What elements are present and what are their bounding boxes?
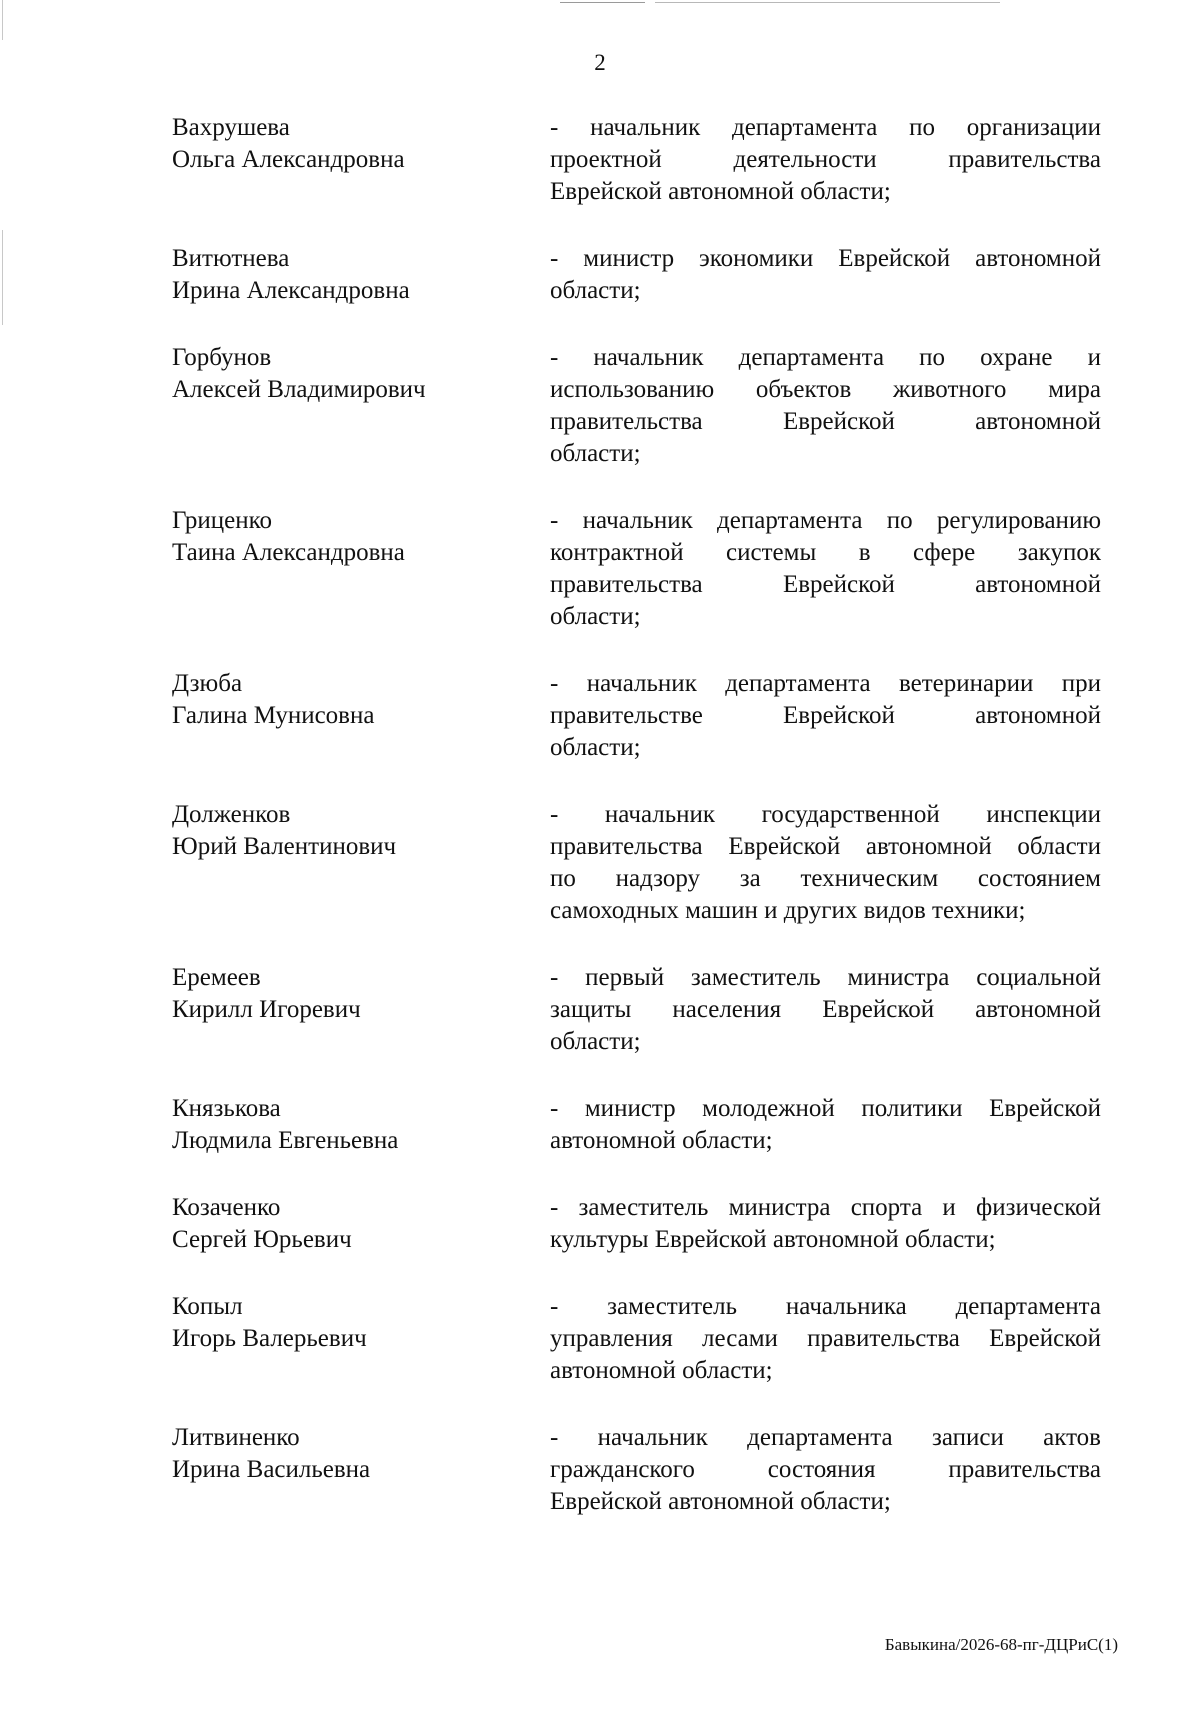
position-line: области; (550, 734, 641, 761)
position-line: области; (550, 277, 641, 304)
member-entry (172, 505, 1102, 633)
member-given-names: Ирина Александровна (172, 277, 410, 304)
scan-artifact-line (560, 2, 645, 3)
member-position (550, 112, 1101, 208)
position-line: автономной области; (550, 1357, 773, 1384)
member-surname: Горбунов (172, 344, 272, 371)
member-position (550, 243, 1101, 307)
member-name (172, 1422, 550, 1486)
member-position (550, 1422, 1101, 1518)
member-given-names: Алексей Владимирович (172, 376, 426, 403)
member-entry (172, 668, 1102, 764)
position-line: - первый заместитель министра социальной (550, 964, 1101, 991)
member-surname: Еремеев (172, 964, 261, 991)
position-line: гражданского состояния правительства (550, 1456, 1101, 1483)
position-line: правительства Еврейской автономной (550, 408, 1101, 435)
member-name (172, 243, 550, 307)
position-line: - начальник департамента по организации (550, 114, 1101, 141)
member-given-names: Сергей Юрьевич (172, 1226, 352, 1253)
position-line: Еврейской автономной области; (550, 1488, 891, 1515)
member-name (172, 1291, 550, 1355)
position-line: - начальник департамента записи актов (550, 1424, 1101, 1451)
member-surname: Копыл (172, 1293, 243, 1320)
position-line: области; (550, 1028, 641, 1055)
position-line: культуры Еврейской автономной области; (550, 1226, 996, 1253)
position-line: - заместитель начальника департамента (550, 1293, 1101, 1320)
member-name (172, 505, 550, 569)
member-given-names: Галина Мунисовна (172, 702, 375, 729)
member-surname: Витютнева (172, 245, 290, 272)
member-entry (172, 962, 1102, 1058)
member-entry (172, 1291, 1102, 1387)
member-name (172, 1192, 550, 1256)
member-entry (172, 799, 1102, 927)
member-given-names: Ирина Васильевна (172, 1456, 371, 1483)
member-entry (172, 1192, 1102, 1256)
member-surname: Долженков (172, 801, 291, 828)
position-line: контрактной системы в сфере закупок (550, 539, 1101, 566)
scan-artifact-line (2, 0, 3, 40)
member-position (550, 505, 1101, 633)
position-line: Еврейской автономной области; (550, 178, 891, 205)
member-position (550, 1093, 1101, 1157)
member-surname: Князькова (172, 1095, 281, 1122)
member-given-names: Ольга Александровна (172, 146, 405, 173)
member-entry (172, 243, 1102, 307)
member-entry (172, 112, 1102, 208)
member-surname: Козаченко (172, 1194, 281, 1221)
position-line: использованию объектов животного мира (550, 376, 1101, 403)
position-line: - начальник департамента по регулированию (550, 507, 1101, 534)
member-given-names: Кирилл Игоревич (172, 996, 361, 1023)
member-name (172, 668, 550, 732)
position-line: правительства Еврейской автономной области (550, 833, 1101, 860)
position-line: правительстве Еврейской автономной (550, 702, 1101, 729)
position-line: проектной деятельности правительства (550, 146, 1101, 173)
members-list (172, 112, 1102, 1553)
member-entry (172, 1093, 1102, 1157)
member-name (172, 342, 550, 406)
member-name (172, 962, 550, 1026)
position-line: области; (550, 440, 641, 467)
member-surname: Дзюба (172, 670, 243, 697)
position-line: - начальник департамента ветеринарии при (550, 670, 1101, 697)
position-line: - начальник департамента по охране и (550, 344, 1101, 371)
position-line: самоходных машин и других видов техники; (550, 897, 1026, 924)
position-line: - министр экономики Еврейской автономной (550, 245, 1101, 272)
position-line: - начальник государственной инспекции (550, 801, 1101, 828)
position-line: области; (550, 603, 641, 630)
member-name (172, 112, 550, 176)
member-position (550, 668, 1101, 764)
member-position (550, 342, 1101, 470)
member-entry (172, 342, 1102, 470)
member-position (550, 962, 1101, 1058)
page-number: 2 (594, 50, 606, 75)
member-position (550, 1291, 1101, 1387)
member-surname: Вахрушева (172, 114, 290, 141)
position-line: по надзору за техническим состоянием (550, 865, 1101, 892)
position-line: - заместитель министра спорта и физической (550, 1194, 1101, 1221)
member-entry (172, 1422, 1102, 1518)
member-given-names: Таина Александровна (172, 539, 405, 566)
member-position (550, 799, 1101, 927)
position-line: управления лесами правительства Еврейской (550, 1325, 1101, 1352)
member-given-names: Юрий Валентинович (172, 833, 397, 860)
position-line: правительства Еврейской автономной (550, 571, 1101, 598)
position-line: автономной области; (550, 1127, 773, 1154)
scan-artifact-line (2, 230, 3, 325)
member-given-names: Игорь Валерьевич (172, 1325, 367, 1352)
member-surname: Литвиненко (172, 1424, 300, 1451)
document-code: Бавыкина/2026-68-пг-ДЦРиС(1) (884, 1635, 1118, 1654)
member-name (172, 799, 550, 863)
member-name (172, 1093, 550, 1157)
position-line: защиты населения Еврейской автономной (550, 996, 1101, 1023)
scan-artifact-line (655, 2, 1000, 3)
member-given-names: Людмила Евгеньевна (172, 1127, 399, 1154)
member-position (550, 1192, 1101, 1256)
member-surname: Гриценко (172, 507, 272, 534)
position-line: - министр молодежной политики Еврейской (550, 1095, 1101, 1122)
